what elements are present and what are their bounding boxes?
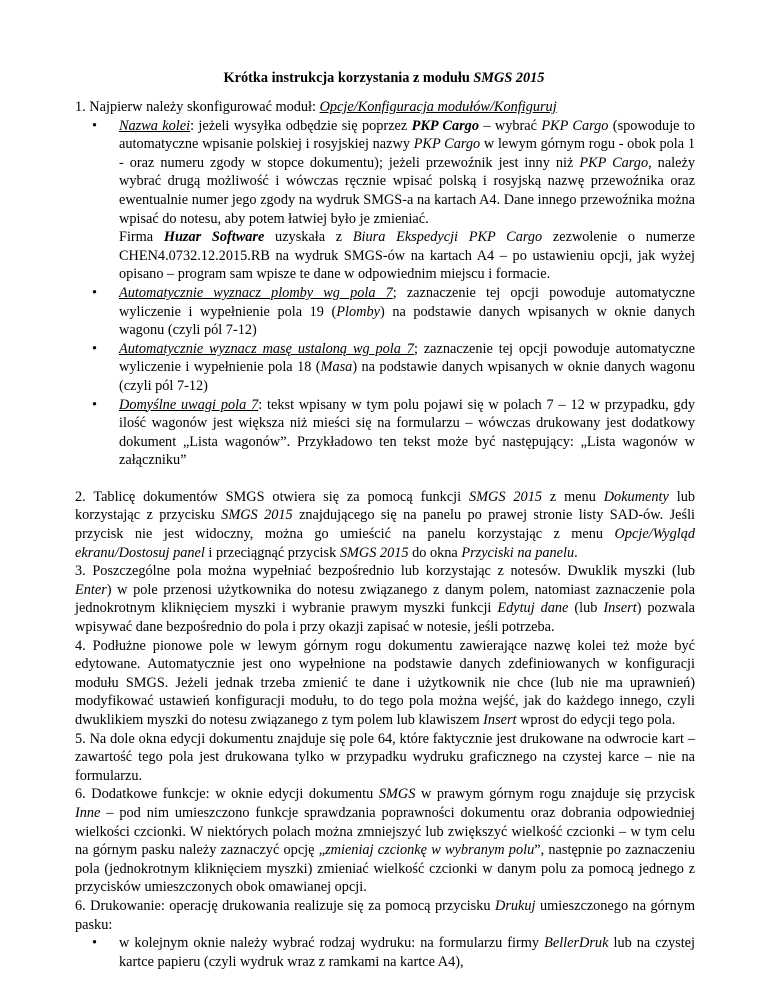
section-5: 5. Na dole okna edycji dokumentu znajduje się pole 64, które faktycznie jest drukowane na odwrocie kart – zawartość tego pola jest drukowana tylko w przypadku wydruku graficznego na czystej karce – nie na formularzu. — [75, 730, 695, 784]
list-item-plomby: • Automatycznie wyznacz plomby wg pola 7; zaznaczenie tej opcji powoduje automatyczne wyliczenie i wypełnienie pola 19 (Plomby) na podstawie danych wpisanych w oknie danych wagonu (czyli pól 7-12) — [75, 284, 695, 340]
section-3: 3. Poszczególne pola można wypełniać bezpośrednio lub korzystając z notesów. Dwuklik myszki (lub Enter) w pole przenosi użytkownika do notesu związanego z danym polem, natomiast zaznaczenie pola jednokrotnym kliknięciem myszki i wybranie prawym myszki funkcji Edytuj dane (lub Insert) pozwala wpisywać dane bezpośrednio do pola i przy okazji zapisać w notesie, jeśli potrzeba. — [75, 563, 696, 636]
section-1-intro: 1. Najpierw należy skonfigurować moduł: Opcje/Konfiguracja modułów/Konfiguruj — [75, 99, 557, 115]
section-4: 4. Podłużne pionowe pole w lewym górnym rogu dokumentu zawierające nazwę kolei też może być edytowane. Automatycznie jest ono wypełnione na podstawie danych zdefiniowanych w konfiguracji modułu SMGS. Jeżeli jednak trzeba zmienić te dane i użytkownik nie chce (lub nie ma uprawnień) modyfikować ustawień konfiguracji modułu, to do tego pola można wejść, jak do każdego innego, czyli dwuklikiem myszki do notesu związanego z tym polem lub klawiszem Insert wprost do edycji tego pola. — [75, 637, 695, 728]
config-menu-path: Opcje/Konfiguracja modułów/Konfiguruj — [319, 99, 557, 115]
section-7: 6. Drukowanie: operację drukowania realizuje się za pomocą przycisku Drukuj umieszczonego na górnym pasku: — [75, 897, 695, 933]
section-6: 6. Dodatkowe funkcje: w oknie edycji dokumentu SMGS w prawym górnym rogu znajduje się przycisk Inne – pod nim umieszczono funkcje sprawdzania poprawności dokumentu oraz dobrania odpowiedniej wielkości czcionki. W niektórych polach można zmniejszyć lub zwiększyć wielkość czcionki – w tym celu na górnym pasku należy zaznaczyć opcję „zmieniaj czcionkę w wybranym polu”, następnie po zaznaczeniu pola (jednokrotnym kliknięciem myszki) zmieniać wielkość czcionki w danym polu za pomocą jednego z przycisków umieszczonych obok omawianej opcji. — [75, 786, 695, 896]
list-item-print-type: • w kolejnym oknie należy wybrać rodzaj wydruku: na formularzu firmy BellerDruk lub na czystej kartce papieru (czyli wydruk wraz z ramkami na kartce A4), — [75, 934, 695, 971]
document-body — [75, 98, 695, 971]
list-item-masa: • Automatycznie wyznacz masę ustaloną wg pola 7; zaznaczenie tej opcji powoduje automatyczne wyliczenie i wypełnienie pola 18 (Masa) na podstawie danych wpisanych w oknie danych wagonu (czyli pól 7-12) — [75, 340, 695, 396]
list-item-uwagi: • Domyślne uwagi pola 7: tekst wpisany w tym polu pojawi się w polach 7 – 12 w przypadku, gdy ilość wagonów jest większa niż mieści się na formularzu – wówczas drukowany jest dodatkowy dokument „Lista wagonów”. Przykładowo ten tekst może być następujący: „Lista wagonów w załączniku” — [75, 396, 695, 470]
title-smgs: SMGS 2015 — [473, 70, 545, 86]
paragraph-gap — [75, 470, 695, 488]
section-2: 2. Tablicę dokumentów SMGS otwiera się za pomocą funkcji SMGS 2015 z menu Dokumenty lub korzystając z przycisku SMGS 2015 znajdującego się na panelu po prawej stronie listy SAD-ów. Jeśli przycisk nie jest widoczny, można go umieścić na panelu korzystając z menu Opcje/Wygląd ekranu/Dostosuj panel i przeciągnąć przycisk SMGS 2015 do okna Przyciski na panelu. — [75, 488, 696, 561]
document-title: Krótka instrukcja korzystania z modułu SMGS 2015 — [223, 70, 545, 86]
section-1 — [75, 98, 695, 470]
list-item-nazwa-kolei: • Nazwa kolei: jeżeli wysyłka odbędzie się poprzez PKP Cargo – wybrać PKP Cargo (spowoduje to automatyczne wpisanie polskiej i rosyjskiej nazwy PKP Cargo w lewym górnym rogu - obok pola 1 - oraz numeru zgody w stopce dokumentu); jeżeli przewoźnik jest inny niż PKP Cargo, należy wybrać drugą możliwość i wówczas ręcznie wpisać polską i rosyjską nazwę przewoźnika oraz ewentualnie numer jego zgody na wydruk SMGS-a na kartach A4. Dane innego przewoźnika można wpisać do notesu, aby potem łatwiej było je zmieniać. Firma Huzar Software uzyskała z Biura Ekspedycji PKP Cargo zezwolenie o numerze CHEN4.0732.12.2015.RB na wydruk SMGS-ów na kartach A4 – po ustawieniu opcji, jak wyżej opisano – program sam wpisze te dane w odpowiednim miejscu i formacie. — [75, 117, 695, 284]
print-steps-list — [75, 934, 695, 971]
config-options-list — [75, 117, 695, 470]
